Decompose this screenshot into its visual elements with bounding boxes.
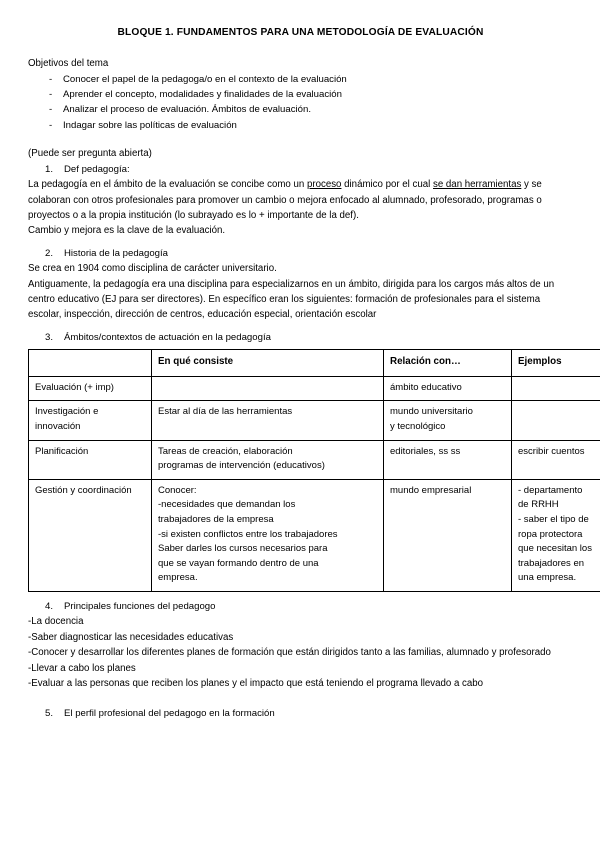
cell-ejemplos <box>512 401 600 440</box>
row-label-gestion: Gestión y coordinación <box>29 479 152 591</box>
column-header-relacion-con: Relación con… <box>384 350 512 377</box>
cell-line: trabajadores en <box>518 557 585 569</box>
cell-ejemplos <box>512 479 600 591</box>
page-title: BLOQUE 1. FUNDAMENTOS PARA UNA METODOLOGÍA DE EVALUACIÓN <box>117 27 484 38</box>
column-header-ejemplos: Ejemplos <box>512 350 600 377</box>
cell-relacion <box>384 479 512 591</box>
text-run: Antiguamente, la pedagogía era una disciplina para especializarnos en un ámbito, dirigida para los cargos más altos de un centro educativo (EJ para ser directores). En específico eran los siguientes: formación de profesionales para el sistema escolar, inspección, dirección de centros, educación especial, orientación escolar <box>28 278 555 321</box>
section-4-line-3 <box>28 645 573 660</box>
text-run: Se crea en 1904 como disciplina de carácter universitario. <box>28 263 277 275</box>
cell-line: mundo empresarial <box>390 484 472 496</box>
cell-consiste <box>152 440 384 479</box>
list-item-label: Indagar sobre las políticas de evaluación <box>63 119 237 131</box>
cell-line: -necesidades que demandan los <box>158 499 296 511</box>
list-item <box>28 87 573 102</box>
table-header-row <box>29 350 600 377</box>
row-label-investigacion: Investigación e innovación <box>29 401 152 440</box>
cell-line: - departamento <box>518 484 583 496</box>
cell-relacion <box>384 376 512 401</box>
list-item-label: Analizar el proceso de evaluación. Ámbitos de evaluación. <box>63 104 311 116</box>
objectives-list <box>28 72 573 134</box>
cell-line: escribir cuentos <box>518 445 585 457</box>
cell-ejemplos <box>512 376 600 401</box>
table-row <box>29 376 600 401</box>
section-number-3: 3. <box>45 331 54 343</box>
table-row <box>29 440 600 479</box>
cell-line: Saber darles los cursos necesarios para <box>158 543 328 555</box>
text-run: Cambio y mejora es la clave de la evaluación. <box>28 225 226 237</box>
section-title-1: Def pedagogía: <box>64 163 130 175</box>
cell-line: -si existen conflictos entre los trabajadores <box>158 528 338 540</box>
section-title-5: El perfil profesional del pedagogo en la formación <box>64 708 275 720</box>
section-number-2: 2. <box>45 247 54 259</box>
cell-consiste <box>152 376 384 401</box>
cell-line: ropa protectora <box>518 528 583 540</box>
text-run: -Evaluar a las personas que reciben los planes y el impacto que está teniendo el programa llevado a cabo <box>28 677 484 689</box>
section-heading-5 <box>28 706 573 721</box>
section-title-3: Ámbitos/contextos de actuación en la pedagogía <box>64 331 271 343</box>
table-row <box>29 479 600 591</box>
row-label-evaluacion: Evaluación (+ imp) <box>29 376 152 401</box>
section-heading-3 <box>28 330 573 345</box>
cell-line: editoriales, ss ss <box>390 445 461 457</box>
section-1-paragraph-1 <box>28 177 573 223</box>
dash-bullet-icon: - <box>49 119 53 131</box>
underlined-text: se dan herramientas <box>433 179 522 191</box>
section-title-2: Historia de la pedagogía <box>64 247 169 259</box>
section-number-5: 5. <box>45 708 54 720</box>
section-1-paragraph-2 <box>28 223 573 238</box>
text-run: La pedagogía en el ámbito de la evaluación se concibe como un <box>28 179 307 191</box>
cell-line: Tareas de creación, elaboración <box>158 445 293 457</box>
section-4-line-4 <box>28 661 573 676</box>
text-run: -Saber diagnosticar las necesidades educativas <box>28 631 234 643</box>
table-row <box>29 401 600 440</box>
section-4-line-1 <box>28 614 573 629</box>
cell-line: y tecnológico <box>390 420 446 432</box>
section-title-4: Principales funciones del pedagogo <box>64 600 216 612</box>
section-heading-4 <box>28 599 573 614</box>
list-item <box>28 118 573 133</box>
underlined-text: proceso <box>306 179 342 191</box>
cell-consiste <box>152 479 384 591</box>
text-run: -Conocer y desarrollar los diferentes planes de formación que están dirigidos tanto a las familias, alumnado y profesorado <box>28 647 551 659</box>
cell-line: Conocer: <box>158 484 197 496</box>
section-heading-2 <box>28 246 573 261</box>
cell-line: mundo universitario <box>390 406 473 418</box>
text-run: -Llevar a cabo los planes <box>28 662 136 674</box>
cell-line: programas de intervención (educativos) <box>158 460 325 472</box>
section-number-1: 1. <box>45 163 54 175</box>
list-item <box>28 102 573 117</box>
row-label-planificacion: Planificación <box>29 440 152 479</box>
list-item <box>28 72 573 87</box>
cell-consiste <box>152 401 384 440</box>
open-question-note: (Puede ser pregunta abierta) <box>28 148 152 160</box>
section-2-paragraph-1 <box>28 261 573 276</box>
cell-relacion <box>384 440 512 479</box>
cell-line: trabajadores de la empresa <box>158 513 274 525</box>
text-run: -La docencia <box>28 616 84 628</box>
table-body <box>29 376 600 591</box>
column-header-en-que-consiste: En qué consiste <box>152 350 384 377</box>
cell-line: ámbito educativo <box>390 381 462 393</box>
cell-ejemplos <box>512 440 600 479</box>
list-item-label: Aprender el concepto, modalidades y finalidades de la evaluación <box>63 89 342 101</box>
cell-line: una empresa. <box>518 572 577 584</box>
section-4-line-2 <box>28 630 573 645</box>
section-2-paragraph-2 <box>28 277 573 323</box>
dash-bullet-icon: - <box>49 89 53 101</box>
section-number-4: 4. <box>45 600 54 612</box>
cell-line: empresa. <box>158 572 198 584</box>
list-item-label: Conocer el papel de la pedagoga/o en el contexto de la evaluación <box>63 73 347 85</box>
cell-line: Estar al día de las herramientas <box>158 406 293 418</box>
objectives-heading: Objetivos del tema <box>28 58 109 70</box>
cell-line: - saber el tipo de <box>518 513 589 525</box>
dash-bullet-icon: - <box>49 73 53 85</box>
ambitos-table <box>28 349 600 592</box>
section-heading-1 <box>28 162 573 177</box>
cell-line: de RRHH <box>518 499 559 511</box>
column-header-blank <box>29 350 152 377</box>
cell-line: que necesitan los <box>518 543 592 555</box>
text-run: y se colaboran con otros profesionales para promover un cambio o mejora enfocado al alumnado, profesorado, programas o proyectos o a la propia institución (lo subrayado es lo + importante de la def). <box>28 179 542 221</box>
dash-bullet-icon: - <box>49 104 53 116</box>
cell-relacion <box>384 401 512 440</box>
text-run: dinámico por el cual <box>341 179 433 191</box>
cell-line: que se vayan formando dentro de una <box>158 557 319 569</box>
section-4-line-5 <box>28 676 573 691</box>
